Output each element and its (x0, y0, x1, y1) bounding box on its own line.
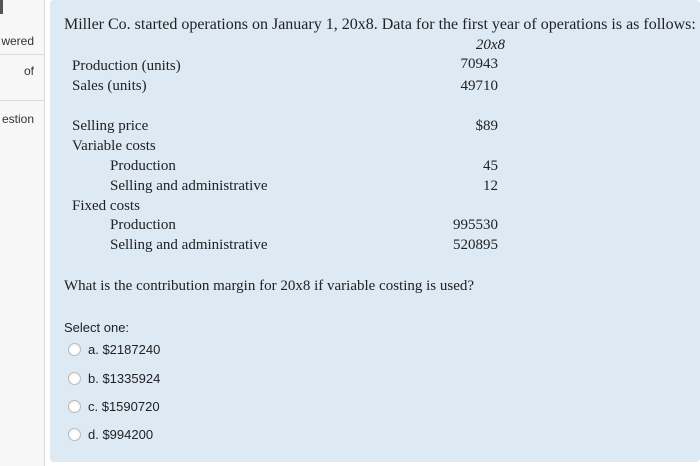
option-label[interactable]: c. $1590720 (88, 399, 160, 414)
option-label[interactable]: d. $994200 (88, 427, 154, 442)
sidebar-item-flag-question: estion (1, 112, 34, 126)
fixed-costs-label: Fixed costs (72, 198, 140, 214)
variable-sga-label: Selling and administrative (110, 178, 268, 194)
question-prompt: What is the contribution margin for 20x8 if variable costing is used? (64, 278, 475, 294)
radio-button[interactable] (68, 343, 81, 356)
sales-units-label: Sales (units) (72, 78, 147, 94)
option-label[interactable]: b. $1335924 (88, 371, 161, 386)
sales-units-value: 49710 (460, 78, 498, 94)
radio-button[interactable] (68, 400, 81, 413)
production-units-value: 70943 (460, 56, 498, 72)
fixed-sga-value: 520895 (453, 237, 498, 253)
question-card (50, 0, 700, 462)
option-label[interactable]: a. $2187240 (88, 342, 161, 357)
fixed-production-label: Production (110, 217, 176, 233)
fixed-production-value: 995530 (453, 217, 498, 233)
production-units-label: Production (units) (72, 58, 181, 74)
radio-button[interactable] (68, 428, 81, 441)
variable-costs-label: Variable costs (72, 138, 156, 154)
year-header: 20x8 (475, 37, 505, 53)
sidebar-item-marked-of: of (23, 64, 34, 78)
selling-price-label: Selling price (72, 118, 149, 134)
sidebar-divider (0, 100, 44, 101)
sidebar-divider (0, 54, 44, 55)
radio-button[interactable] (68, 372, 81, 385)
sidebar (0, 0, 45, 466)
variable-production-label: Production (110, 158, 176, 174)
variable-production-value: 45 (483, 158, 498, 174)
sidebar-item-answered: wered (1, 34, 34, 48)
question-intro: Miller Co. started operations on January 1, 20x8. Data for the first year of operations is as follows: (64, 16, 696, 33)
sidebar-marker (0, 0, 3, 14)
select-one-label: Select one: (64, 320, 130, 335)
variable-sga-value: 12 (483, 178, 498, 194)
selling-price-value: $89 (475, 118, 498, 134)
fixed-sga-label: Selling and administrative (110, 237, 268, 253)
